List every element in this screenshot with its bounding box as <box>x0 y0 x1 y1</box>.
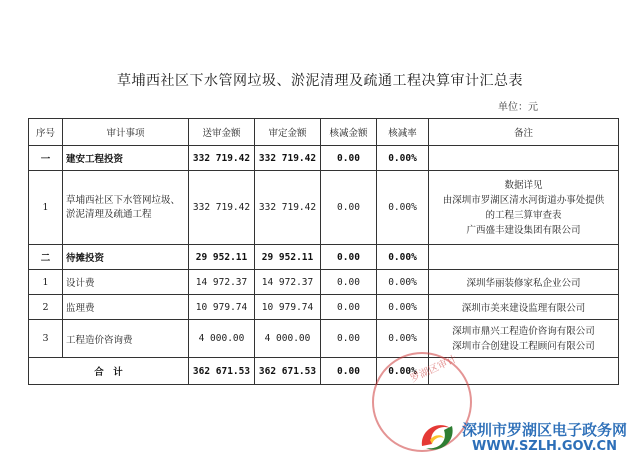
cell-remark <box>429 245 619 270</box>
remark-line: 由深圳市罗湖区清水河街道办事处提供 <box>442 194 605 206</box>
table-row <box>29 270 619 295</box>
cell-item: 设计费 <box>63 270 189 295</box>
cell-submitted: 10 979.74 <box>189 295 255 320</box>
cell-approved: 332 719.42 <box>255 171 321 245</box>
cell-reduction: 0.00 <box>321 295 377 320</box>
cell-reduction: 0.00 <box>321 320 377 358</box>
table-row <box>29 295 619 320</box>
cell-remark <box>429 171 619 245</box>
cell-submitted: 29 952.11 <box>189 245 255 270</box>
remark-line: 数据详见 <box>504 179 543 191</box>
cell-approved: 332 719.42 <box>255 146 321 171</box>
egov-watermark <box>416 414 640 461</box>
remark-line: 的工程三算审查表 <box>485 209 562 221</box>
header-reduction: 核减金额 <box>321 119 377 146</box>
cell-rate: 0.00% <box>377 320 429 358</box>
total-approved: 362 671.53 <box>255 358 321 385</box>
total-row <box>29 358 619 385</box>
seal-text: 罗湖区审计 <box>408 353 459 385</box>
total-rate: 0.00% <box>377 358 429 385</box>
cell-submitted: 332 719.42 <box>189 146 255 171</box>
cell-item: 草埔西社区下水管网垃圾、淤泥清理及疏通工程 <box>63 171 189 245</box>
header-rate: 核减率 <box>377 119 429 146</box>
cell-submitted: 4 000.00 <box>189 320 255 358</box>
header-seq: 序号 <box>29 119 63 146</box>
cell-seq: 2 <box>29 295 63 320</box>
cell-rate: 0.00% <box>377 171 429 245</box>
header-item: 审计事项 <box>63 119 189 146</box>
cell-reduction: 0.00 <box>321 270 377 295</box>
remark-line: 深圳市合创建设工程顾问有限公司 <box>452 340 595 352</box>
cell-item: 建安工程投资 <box>63 146 189 171</box>
total-label: 合 计 <box>29 358 189 385</box>
watermark-title: 深圳市罗湖区电子政务网 <box>462 420 628 439</box>
unit-label: 单位：元 <box>498 102 538 113</box>
cell-seq: 二 <box>29 245 63 270</box>
cell-submitted: 14 972.37 <box>189 270 255 295</box>
document-title: 草埔西社区下水管网垃圾、淤泥清理及疏通工程决算审计汇总表 <box>117 73 523 89</box>
cell-remark <box>429 320 619 358</box>
cell-remark: 深圳华丽装修家私企业公司 <box>429 270 619 295</box>
cell-approved: 14 972.37 <box>255 270 321 295</box>
header-submitted: 送审金额 <box>189 119 255 146</box>
table-row <box>29 320 619 358</box>
table-row <box>29 245 619 270</box>
cell-approved: 29 952.11 <box>255 245 321 270</box>
cell-item: 工程造价咨询费 <box>63 320 189 358</box>
cell-item: 监理费 <box>63 295 189 320</box>
cell-reduction: 0.00 <box>321 146 377 171</box>
cell-approved: 10 979.74 <box>255 295 321 320</box>
cell-seq: 一 <box>29 146 63 171</box>
cell-reduction: 0.00 <box>321 171 377 245</box>
cell-rate: 0.00% <box>377 295 429 320</box>
remark-line: 广西盛丰建设集团有限公司 <box>466 224 581 236</box>
header-approved: 审定金额 <box>255 119 321 146</box>
header-remark: 备注 <box>429 119 619 146</box>
cell-seq: 1 <box>29 171 63 245</box>
table-header-row <box>29 119 619 146</box>
total-reduction: 0.00 <box>321 358 377 385</box>
cell-seq: 3 <box>29 320 63 358</box>
table-row <box>29 171 619 245</box>
watermark-url: WWW.SZLH.GOV.CN <box>472 438 617 454</box>
cell-rate: 0.00% <box>377 146 429 171</box>
swirl-logo-icon <box>416 416 458 460</box>
cell-approved: 4 000.00 <box>255 320 321 358</box>
cell-item: 待摊投资 <box>63 245 189 270</box>
cell-submitted: 332 719.42 <box>189 171 255 245</box>
cell-remark: 深圳市美来建设监理有限公司 <box>429 295 619 320</box>
cell-rate: 0.00% <box>377 270 429 295</box>
table-row <box>29 146 619 171</box>
cell-reduction: 0.00 <box>321 245 377 270</box>
cell-rate: 0.00% <box>377 245 429 270</box>
audit-summary-table <box>28 118 619 385</box>
remark-line: 深圳市鼎兴工程造价咨询有限公司 <box>452 325 595 337</box>
cell-remark <box>429 146 619 171</box>
total-submitted: 362 671.53 <box>189 358 255 385</box>
cell-seq: 1 <box>29 270 63 295</box>
